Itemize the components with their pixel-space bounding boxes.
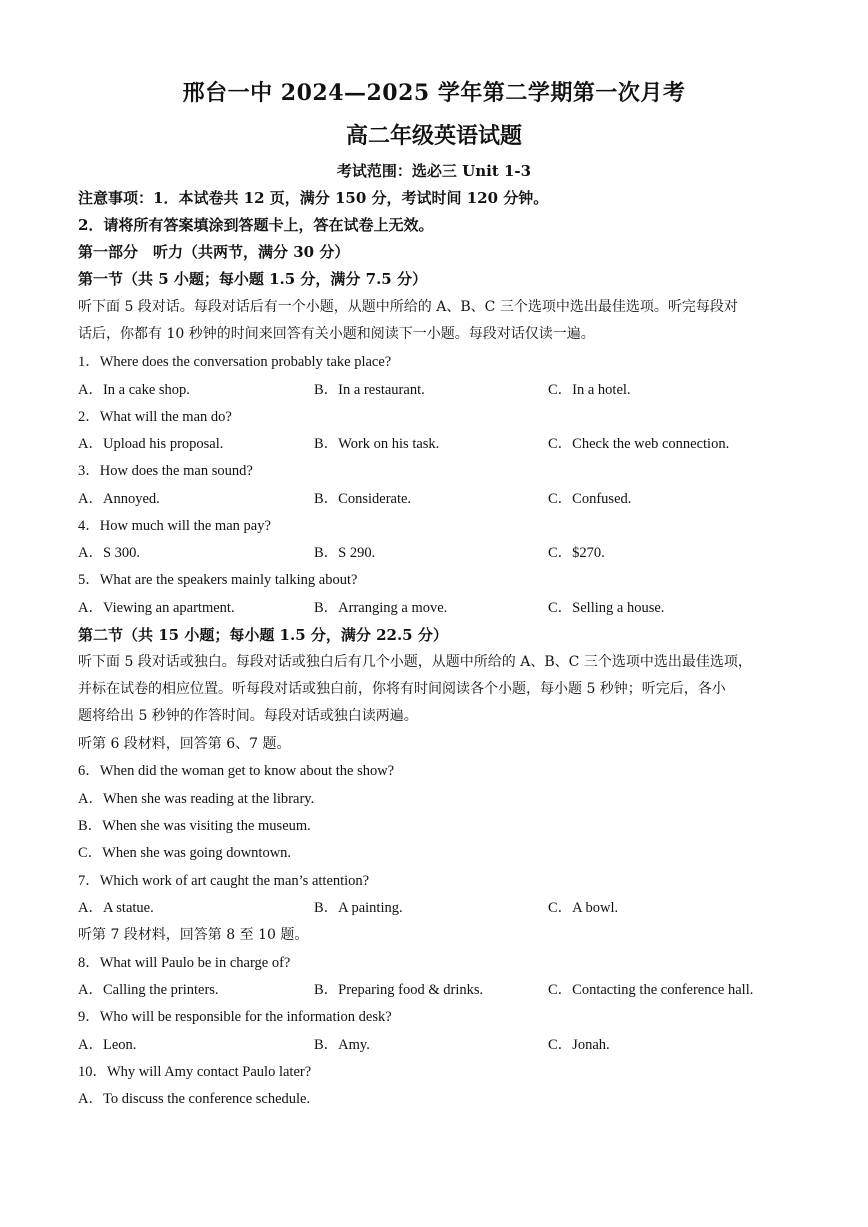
section1-instruction-2: 话后，你都有 10 秒钟的时间来回答有关小题和阅读下一小题。每段对话仅读一遍。: [78, 326, 595, 342]
q2-option-a: A．Upload his proposal.: [78, 436, 224, 452]
exam-subtitle: 高二年级英语试题: [345, 123, 522, 149]
note-2: 2．请将所有答案填涂到答题卡上，答在试卷上无效。: [78, 216, 434, 234]
question-1: 1．Where does the conversation probably take place?: [78, 354, 392, 370]
q6-option-b: B．When she was visiting the museum.: [78, 818, 311, 834]
q5-option-c: C．Selling a house.: [548, 600, 665, 616]
question-5: 5．What are the speakers mainly talking about?: [78, 572, 358, 588]
part1-heading: 第一部分 听力（共两节，满分 30 分）: [78, 243, 350, 261]
section1-instruction-1: 听下面 5 段对话。每段对话后有一个小题，从题中所给的 A、B、C 三个选项中选出最佳选项。听完每段对: [78, 299, 738, 315]
section2-heading: 第二节（共 15 小题；每小题 1.5 分，满分 22.5 分）: [78, 626, 448, 644]
q9-option-c: C．Jonah.: [548, 1037, 610, 1053]
q7-option-a: A．A statue.: [78, 900, 154, 916]
q1-option-a: A．In a cake shop.: [78, 382, 190, 398]
q7-option-c: C．A bowl.: [548, 900, 619, 916]
question-8: 8．What will Paulo be in charge of?: [78, 955, 291, 971]
material-6-instruction: 听第 6 段材料，回答第 6、7 题。: [78, 736, 291, 752]
question-7: 7．Which work of art caught the man’s attention?: [78, 873, 370, 889]
q10-option-a: A．To discuss the conference schedule.: [78, 1091, 311, 1107]
q9-option-a: A．Leon.: [78, 1037, 137, 1053]
q6-option-c: C．When she was going downtown.: [78, 845, 292, 861]
q5-option-a: A．Viewing an apartment.: [78, 600, 235, 616]
q1-option-c: C．In a hotel.: [548, 382, 631, 398]
q7-option-b: B．A painting.: [314, 900, 403, 916]
q2-option-b: B．Work on his task.: [314, 436, 440, 452]
q4-option-b: B．S 290.: [314, 545, 376, 561]
question-2: 2．What will the man do?: [78, 409, 232, 425]
q1-option-b: B．In a restaurant.: [314, 382, 425, 398]
q4-option-c: C．$270.: [548, 545, 605, 561]
question-4: 4．How much will the man pay?: [78, 518, 271, 534]
q6-option-a: A．When she was reading at the library.: [78, 791, 315, 807]
question-6: 6．When did the woman get to know about the show?: [78, 763, 395, 779]
section2-instruction-3: 题将给出 5 秒钟的作答时间。每段对话或独白读两遍。: [78, 708, 418, 724]
q5-option-b: B．Arranging a move.: [314, 600, 448, 616]
exam-title: 邢台一中 2024—2025 学年第二学期第一次月考: [182, 80, 686, 106]
q3-option-b: B．Considerate.: [314, 491, 412, 507]
note-1: 注意事项：1．本试卷共 12 页，满分 150 分，考试时间 120 分钟。: [78, 189, 549, 207]
question-9: 9．Who will be responsible for the information desk?: [78, 1009, 392, 1025]
section2-instruction-1: 听下面 5 段对话或独白。每段对话或独白后有几个小题，从题中所给的 A、B、C 三个选项中选出最佳选项，: [78, 654, 752, 670]
q3-option-c: C．Confused.: [548, 491, 632, 507]
question-3: 3．How does the man sound?: [78, 463, 253, 479]
q2-option-c: C．Check the web connection.: [548, 436, 730, 452]
q8-option-b: B．Preparing food & drinks.: [314, 982, 484, 998]
q4-option-a: A．S 300.: [78, 545, 141, 561]
section2-instruction-2: 并标在试卷的相应位置。听每段对话或独白前，你将有时间阅读各个小题，每小题 5 秒钟；听完后，各小: [78, 681, 726, 697]
question-10: 10．Why will Amy contact Paulo later?: [78, 1064, 312, 1080]
section1-heading: 第一节（共 5 小题；每小题 1.5 分，满分 7.5 分）: [78, 270, 427, 288]
q8-option-c: C．Contacting the conference hall.: [548, 982, 754, 998]
q9-option-b: B．Amy.: [314, 1037, 370, 1053]
exam-scope: 考试范围：选必三 Unit 1-3: [336, 162, 532, 180]
material-7-instruction: 听第 7 段材料，回答第 8 至 10 题。: [78, 927, 309, 943]
q8-option-a: A．Calling the printers.: [78, 982, 219, 998]
q3-option-a: A．Annoyed.: [78, 491, 160, 507]
